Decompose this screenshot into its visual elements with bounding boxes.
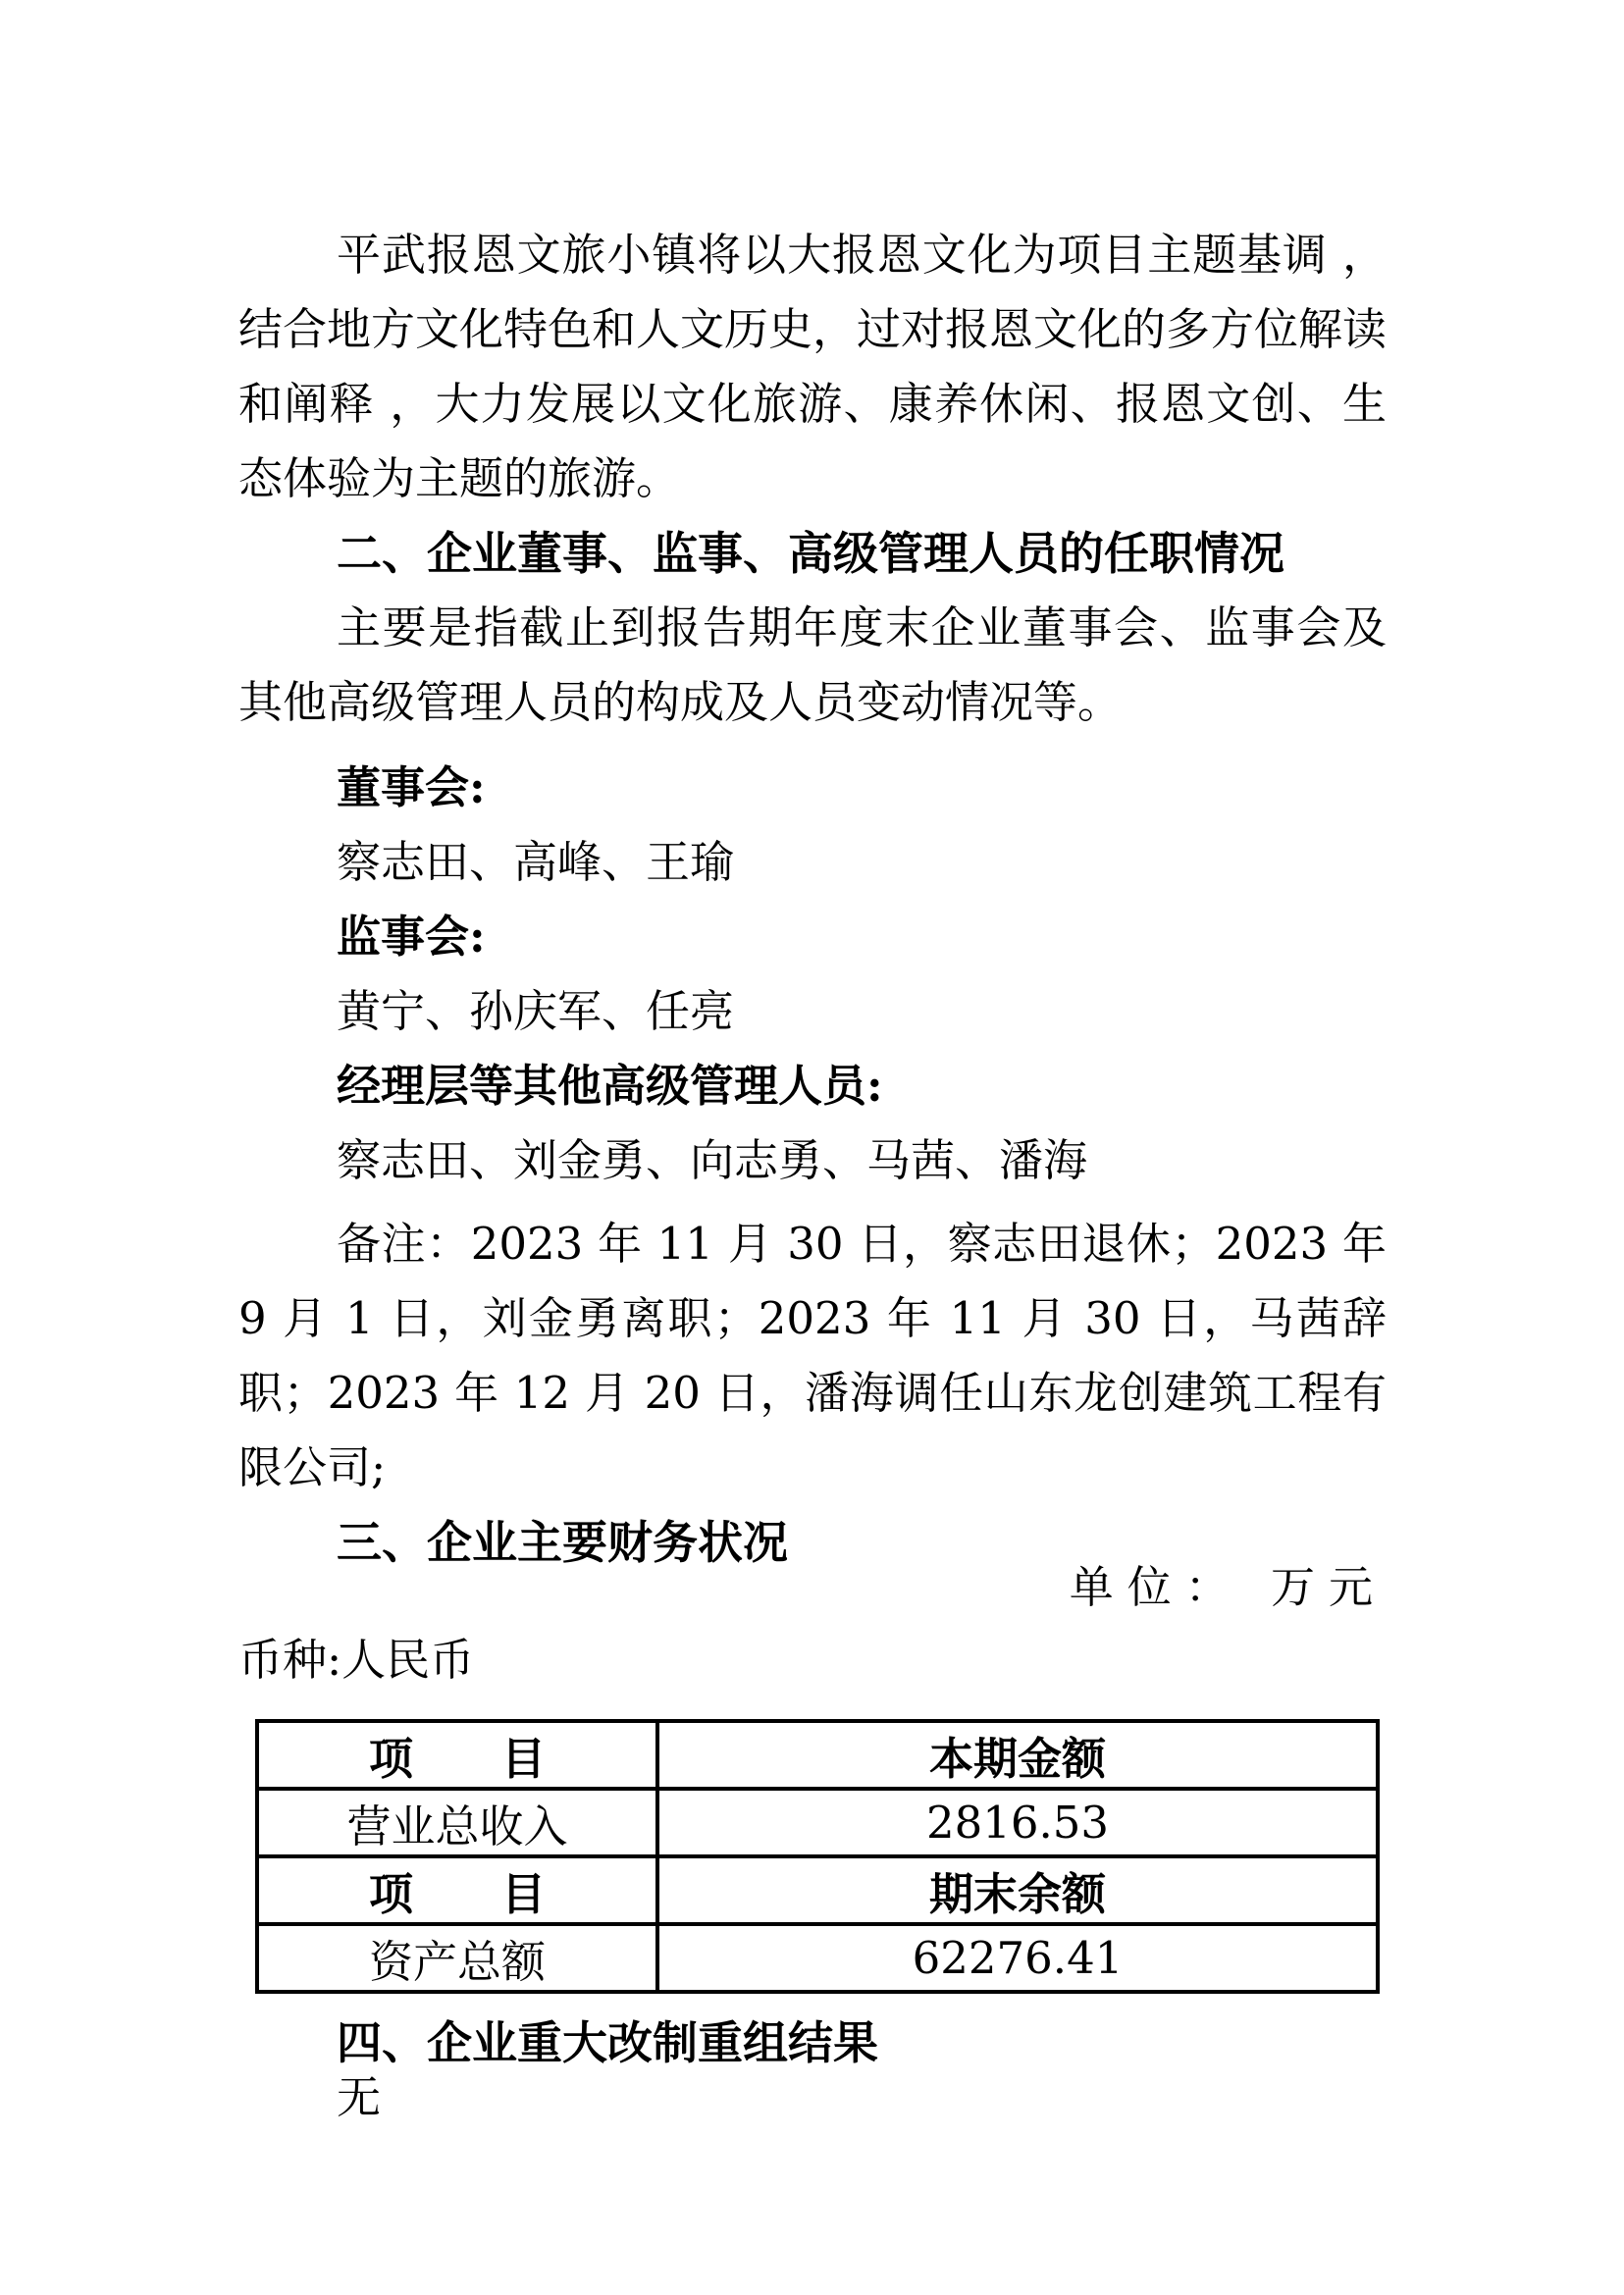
table-cell-current-amount-header: 本期金额 xyxy=(657,1721,1378,1789)
table-row-total-assets xyxy=(257,1924,1378,1992)
section2-heading: 二、企业董事、监事、高级管理人员的任职情况 xyxy=(337,527,1284,580)
financial-table xyxy=(255,1719,1380,1994)
board-of-directors-label: 董事会: xyxy=(337,761,486,813)
table-cell-total-revenue-value: 2816.53 xyxy=(657,1789,1378,1856)
senior-managers-label: 经理层等其他高级管理人员: xyxy=(337,1060,883,1112)
supervisory-board-members: 黄宁、孙庆军、任亮 xyxy=(337,985,735,1037)
table-cell-item-header: 项 目 xyxy=(257,1721,657,1789)
table-row-header-current xyxy=(257,1721,1378,1789)
supervisory-board-label: 监事会: xyxy=(337,911,486,963)
table-cell-total-assets-value: 62276.41 xyxy=(657,1924,1378,1992)
section4-heading: 四、企业重大改制重组结果 xyxy=(337,2016,878,2069)
table-row-header-ending xyxy=(257,1856,1378,1924)
unit-note: 单位： 万元 xyxy=(1069,1561,1387,1613)
board-of-directors-members: 察志田、高峰、王瑜 xyxy=(337,836,735,888)
senior-managers-members: 察志田、刘金勇、向志勇、马茜、潘海 xyxy=(337,1134,1088,1186)
table-row-total-revenue xyxy=(257,1789,1378,1856)
table-cell-item-header-2: 项 目 xyxy=(257,1856,657,1924)
section4-content: 无 xyxy=(337,2071,382,2123)
document-content xyxy=(238,218,1387,2125)
intro-paragraph: 平武报恩文旅小镇将以大报恩文化为项目主题基调 ，结合地方文化特色和人文历史，过对报恩文化的多方位解读和阐释 ，大力发展以文化旅游、康养休闲、报恩文创、生态体验为主题的旅游。 xyxy=(238,229,1388,504)
section2-description: 主要是指截止到报告期年度末企业董事会、监事会及其他高级管理人员的构成及人员变动情况等。 xyxy=(238,601,1387,728)
table-cell-ending-balance-header: 期末余额 xyxy=(657,1856,1378,1924)
section3-heading: 三、企业主要财务状况 xyxy=(337,1516,788,1569)
table-cell-total-assets-label: 资产总额 xyxy=(257,1924,657,1992)
table-cell-total-revenue-label: 营业总收入 xyxy=(257,1789,657,1856)
personnel-change-note: 备注：2023 年 11 月 30 日，察志田退休；2023 年 9 月 1 日，刘金勇离职；2023 年 11 月 30 日，马茜辞职；2023 年 12 月 20 日，潘海调任山东龙创建筑工程有限公司; xyxy=(238,1218,1387,1493)
currency-note: 币种:人民币 xyxy=(238,1634,475,1686)
